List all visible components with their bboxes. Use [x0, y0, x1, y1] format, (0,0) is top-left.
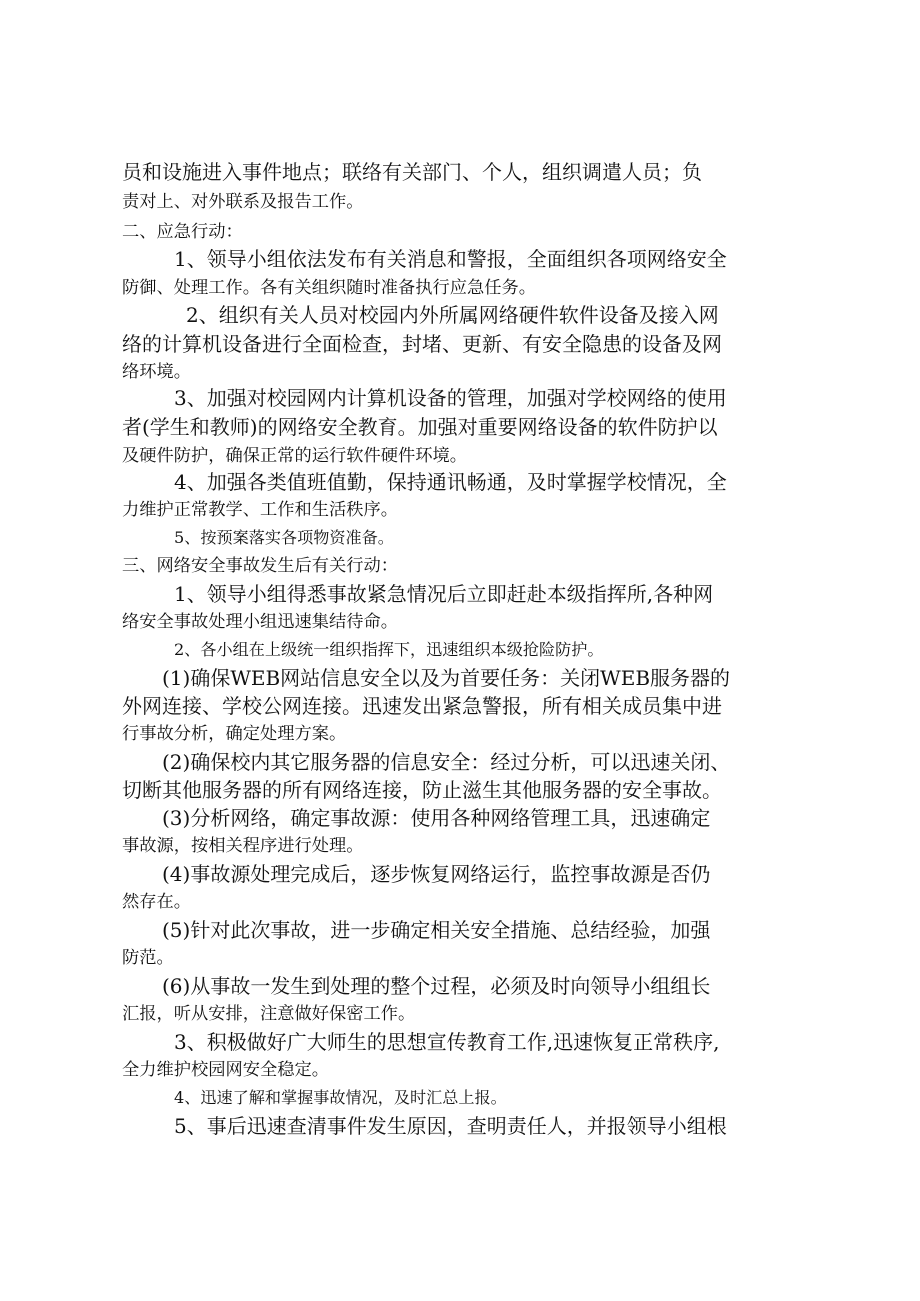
text-line: 切断其他服务器的所有网络连接，防止滋生其他服务器的安全事故。 — [122, 778, 722, 802]
text-line: 4、迅速了解和掌握事故情况，及时汇总上报。 — [174, 1088, 507, 1107]
text-line: 责对上、对外联系及报告工作。 — [122, 192, 364, 212]
text-line: (6)从事故一发生到处理的整个过程，必须及时向领导小组组长 — [162, 974, 711, 998]
text-line: 外网连接、学校公网连接。迅速发出紧急警报，所有相关成员集中进 — [122, 694, 722, 718]
text-line: 然存在。 — [122, 892, 192, 912]
text-line: 络环境。 — [122, 362, 192, 382]
text-line: 5、事后迅速查清事件发生原因，查明责任人，并报领导小组根 — [174, 1114, 727, 1138]
text-line: 者(学生和教师)的网络安全教育。加强对重要网络设备的软件防护以 — [122, 415, 718, 439]
text-line: 1、领导小组得悉事故紧急情况后立即赶赴本级指挥所,各种网 — [174, 582, 714, 606]
text-line: (1)确保WEB网站信息安全以及为首要任务：关闭WEB服务器的 — [162, 666, 731, 690]
text-line: 及硬件防护，确保正常的运行软件硬件环境。 — [122, 446, 468, 466]
text-line: 3、加强对校园网内计算机设备的管理，加强对学校网络的使用 — [174, 386, 727, 410]
text-line: 1、领导小组依法发布有关消息和警报，全面组织各项网络安全 — [174, 247, 727, 271]
text-line: 5、按预案落实各项物资准备。 — [174, 528, 394, 547]
text-line: 络的计算机设备进行全面检查，封堵、更新、有安全隐患的设备及网 — [122, 332, 722, 356]
text-line: (5)针对此次事故，进一步确定相关安全措施、总结经验，加强 — [162, 918, 711, 942]
text-line: 2、组织有关人员对校园内外所属网络硬件软件设备及接入网 — [186, 303, 719, 327]
text-line: 4、加强各类值班值勤，保持通讯畅通，及时掌握学校情况，全 — [174, 470, 727, 494]
text-line: 防御、处理工作。各有关组织随时准备执行应急任务。 — [122, 278, 537, 298]
text-line: 事故源，按相关程序进行处理。 — [122, 836, 364, 856]
text-line: 络安全事故处理小组迅速集结待命。 — [122, 612, 399, 632]
section-heading: 三、网络安全事故发生后有关行动： — [122, 556, 399, 576]
text-line: 2、各小组在上级统一组织指挥下，迅速组织本级抢险防护。 — [174, 640, 604, 659]
text-line: (4)事故源处理完成后，逐步恢复网络运行，监控事故源是否仍 — [162, 862, 711, 886]
text-line: 行事故分析，确定处理方案。 — [122, 724, 347, 744]
text-line: 全力维护校园网安全稳定。 — [122, 1060, 330, 1080]
text-line: 3、积极做好广大师生的思想宣传教育工作,迅速恢复正常秩序, — [174, 1030, 720, 1054]
text-line: 员和设施进入事件地点；联络有关部门、个人，组织调遣人员；负 — [122, 160, 702, 184]
text-line: (3)分析网络，确定事故源：使用各种网络管理工具，迅速确定 — [162, 806, 711, 830]
text-line: 汇报，听从安排，注意做好保密工作。 — [122, 1004, 416, 1024]
text-line: 力维护正常教学、工作和生活秩序。 — [122, 500, 399, 520]
text-line: 防范。 — [122, 948, 174, 968]
text-line: (2)确保校内其它服务器的信息安全：经过分析，可以迅速关闭、 — [162, 750, 731, 774]
section-heading: 二、应急行动： — [122, 222, 243, 242]
